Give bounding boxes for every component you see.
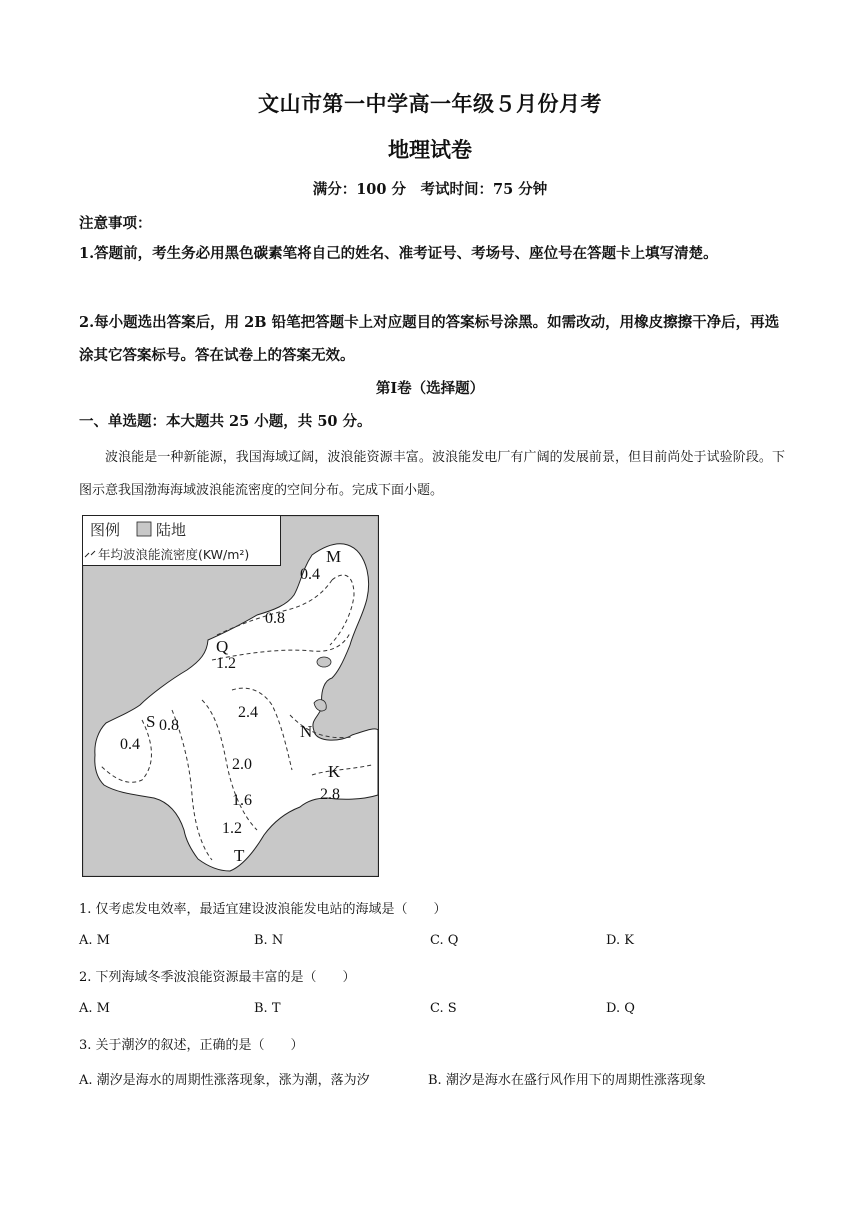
exam-meta: 满分：100 分 考试时间：75 分钟 xyxy=(312,181,548,198)
question-1-option-a[interactable]: A. M xyxy=(79,933,110,948)
question-2-option-d[interactable]: D. Q xyxy=(606,1001,635,1016)
isoline-value: 1.6 xyxy=(232,792,252,809)
point-K: K xyxy=(328,762,341,781)
isoline-value: 2.4 xyxy=(238,704,258,721)
exam-title: 文山市第一中学高一年级５月份月考 xyxy=(258,91,602,116)
point-N: N xyxy=(300,722,313,741)
isoline-value: 0.4 xyxy=(300,566,320,583)
part-title: 第Ⅰ卷（选择题） xyxy=(375,380,485,397)
point-Q: Q xyxy=(216,637,229,656)
question-1-stem: 1. 仅考虑发电效率，最适宜建设波浪能发电站的海域是（ ） xyxy=(79,902,447,917)
exam-subject: 地理试卷 xyxy=(388,137,472,162)
notice-item-2: 2.每小题选出答案后，用 2B 铅笔把答题卡上对应题目的答案标号涂黑。如需改动，用橡皮擦擦干净后，再选涂其它答案标号。答在试卷上的答案无效。 xyxy=(79,314,780,364)
point-M: M xyxy=(326,547,342,566)
legend-land-swatch xyxy=(137,522,151,536)
question-1-option-c[interactable]: C. Q xyxy=(430,933,459,948)
point-T: T xyxy=(234,846,245,865)
intro-paragraph: 波浪能是一种新能源，我国海域辽阔，波浪能资源丰富。波浪能发电厂有广阔的发展前景，但目前尚处于试验阶段。下图示意我国渤海海域波浪能流密度的空间分布。完成下面小题。 xyxy=(79,450,785,498)
notice-item-1: 1.答题前，考生务必用黑色碳素笔将自己的姓名、准考证号、考场号、座位号在答题卡上填写清楚。 xyxy=(79,245,718,262)
question-1-option-d[interactable]: D. K xyxy=(606,933,634,948)
question-2-options xyxy=(79,1001,785,1021)
isoline-value: 0.8 xyxy=(265,610,285,627)
isoline-value: 1.2 xyxy=(222,820,242,837)
point-S: S xyxy=(146,712,156,731)
isoline-value: 0.8 xyxy=(159,717,179,734)
isoline-value: 0.4 xyxy=(120,736,140,753)
isoline-value: 2.8 xyxy=(320,786,340,803)
bohai-wave-energy-map xyxy=(82,515,379,877)
question-2-option-b[interactable]: B. T xyxy=(254,1001,281,1016)
question-2-stem: 2. 下列海域冬季波浪能资源最丰富的是（ ） xyxy=(79,970,356,985)
question-2-option-a[interactable]: A. M xyxy=(79,1001,110,1016)
question-3-option-a[interactable]: A. 潮汐是海水的周期性涨落现象，涨为潮，落为汐 xyxy=(79,1073,370,1088)
legend-title: 图例 xyxy=(90,521,121,539)
question-2-option-c[interactable]: C. S xyxy=(430,1001,457,1016)
notice-heading: 注意事项： xyxy=(79,215,152,232)
isoline-value: 1.2 xyxy=(216,655,236,672)
section-title: 一、单选题：本大题共 25 小题，共 50 分。 xyxy=(79,413,372,430)
legend-land-label: 陆地 xyxy=(156,521,187,539)
question-3-stem: 3. 关于潮汐的叙述，正确的是（ ） xyxy=(79,1038,304,1053)
isoline-value: 2.0 xyxy=(232,756,252,773)
legend-isoline-label: 年均波浪能流密度(KW/m²) xyxy=(98,547,250,562)
question-3-option-b[interactable]: B. 潮汐是海水在盛行风作用下的周期性涨落现象 xyxy=(428,1073,706,1088)
question-1-options xyxy=(79,933,785,953)
question-1-option-b[interactable]: B. N xyxy=(254,933,284,948)
